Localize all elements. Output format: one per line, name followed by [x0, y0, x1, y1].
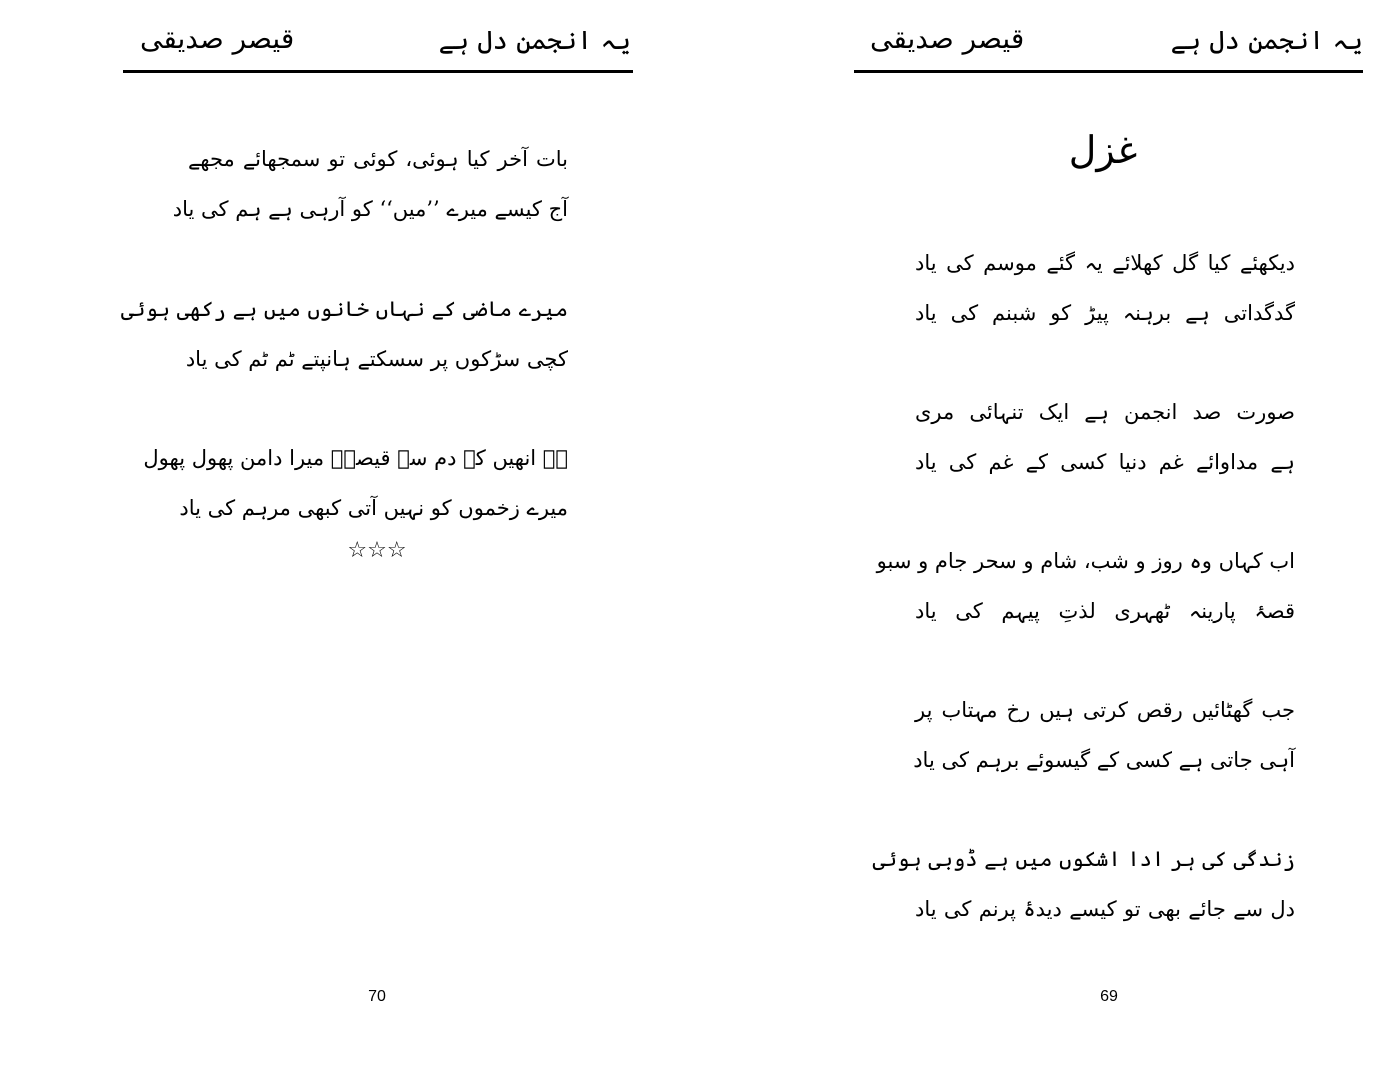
stanza-1 [172, 134, 568, 234]
stanza-1 [915, 238, 1295, 338]
verse-line: جب گھٹائیں رقص کرتی ہیں رخ مہتاب پر [915, 698, 1295, 722]
end-stars: ☆☆☆ [347, 538, 407, 563]
poem-title: غزل [1068, 128, 1138, 172]
verse-line: بات آخر کیا ہوئی، کوئی تو سمجھائے مجھے [188, 147, 568, 171]
page-69 [698, 0, 1397, 1080]
verse-line: دیکھئے کیا گل کھلائے یہ گئے موسم کی یاد [915, 251, 1295, 275]
header-book-title: یہ انجمن دل ہے [438, 26, 631, 56]
header-author: قیصر صدیقی [870, 22, 1025, 55]
header-book-title: یہ انجمن دل ہے [1170, 26, 1363, 56]
page-number: 70 [368, 988, 386, 1005]
verse-line: ہے مداوائے غم دنیا کسی کے غم کی یاد [915, 450, 1295, 474]
stanza-3 [143, 433, 568, 533]
stanza-4 [915, 685, 1295, 785]
verse-line: میرے ماضی کے نہاں خانوں میں ہے رکھی ہوئی [120, 297, 568, 321]
verse-line: ہے انھیں کے دم سے قیصرؔ میرا دامن پھول پھول [143, 446, 568, 470]
verse-line: صورت صد انجمن ہے ایک تنہائی مری [915, 400, 1295, 424]
page-number: 69 [1100, 988, 1118, 1005]
stanza-5 [872, 834, 1295, 934]
stanza-2 [120, 284, 568, 384]
verse-line: قصۂ پارینہ ٹھہری لذتِ پیہم کی یاد [915, 599, 1295, 623]
verse-line: زندگی کی ہر ادا اشکوں میں ہے ڈوبی ہوئی [872, 847, 1295, 871]
header-rule [123, 70, 633, 73]
stanza-3 [876, 536, 1295, 636]
header-author: قیصر صدیقی [140, 22, 295, 55]
verse-line: گدگداتی ہے برہنہ پیڑ کو شبنم کی یاد [915, 301, 1295, 325]
verse-line: آج کیسے میرے ’’میں‘‘ کو آرہی ہے ہم کی یاد [172, 197, 568, 221]
verse-line: اب کہاں وہ روز و شب، شام و سحر جام و سبو [876, 549, 1295, 573]
header-rule [854, 70, 1363, 73]
verse-line: میرے زخموں کو نہیں آتی کبھی مرہم کی یاد [179, 496, 568, 520]
stanza-2 [915, 387, 1295, 487]
verse-line: آہی جاتی ہے کسی کے گیسوئے برہم کی یاد [913, 748, 1295, 772]
page-70 [0, 0, 698, 1080]
verse-line: کچی سڑکوں پر سسکتے ہانپتے ٹم ٹم کی یاد [185, 347, 568, 371]
verse-line: دل سے جائے بھی تو کیسے دیدۂ پرنم کی یاد [915, 897, 1295, 921]
